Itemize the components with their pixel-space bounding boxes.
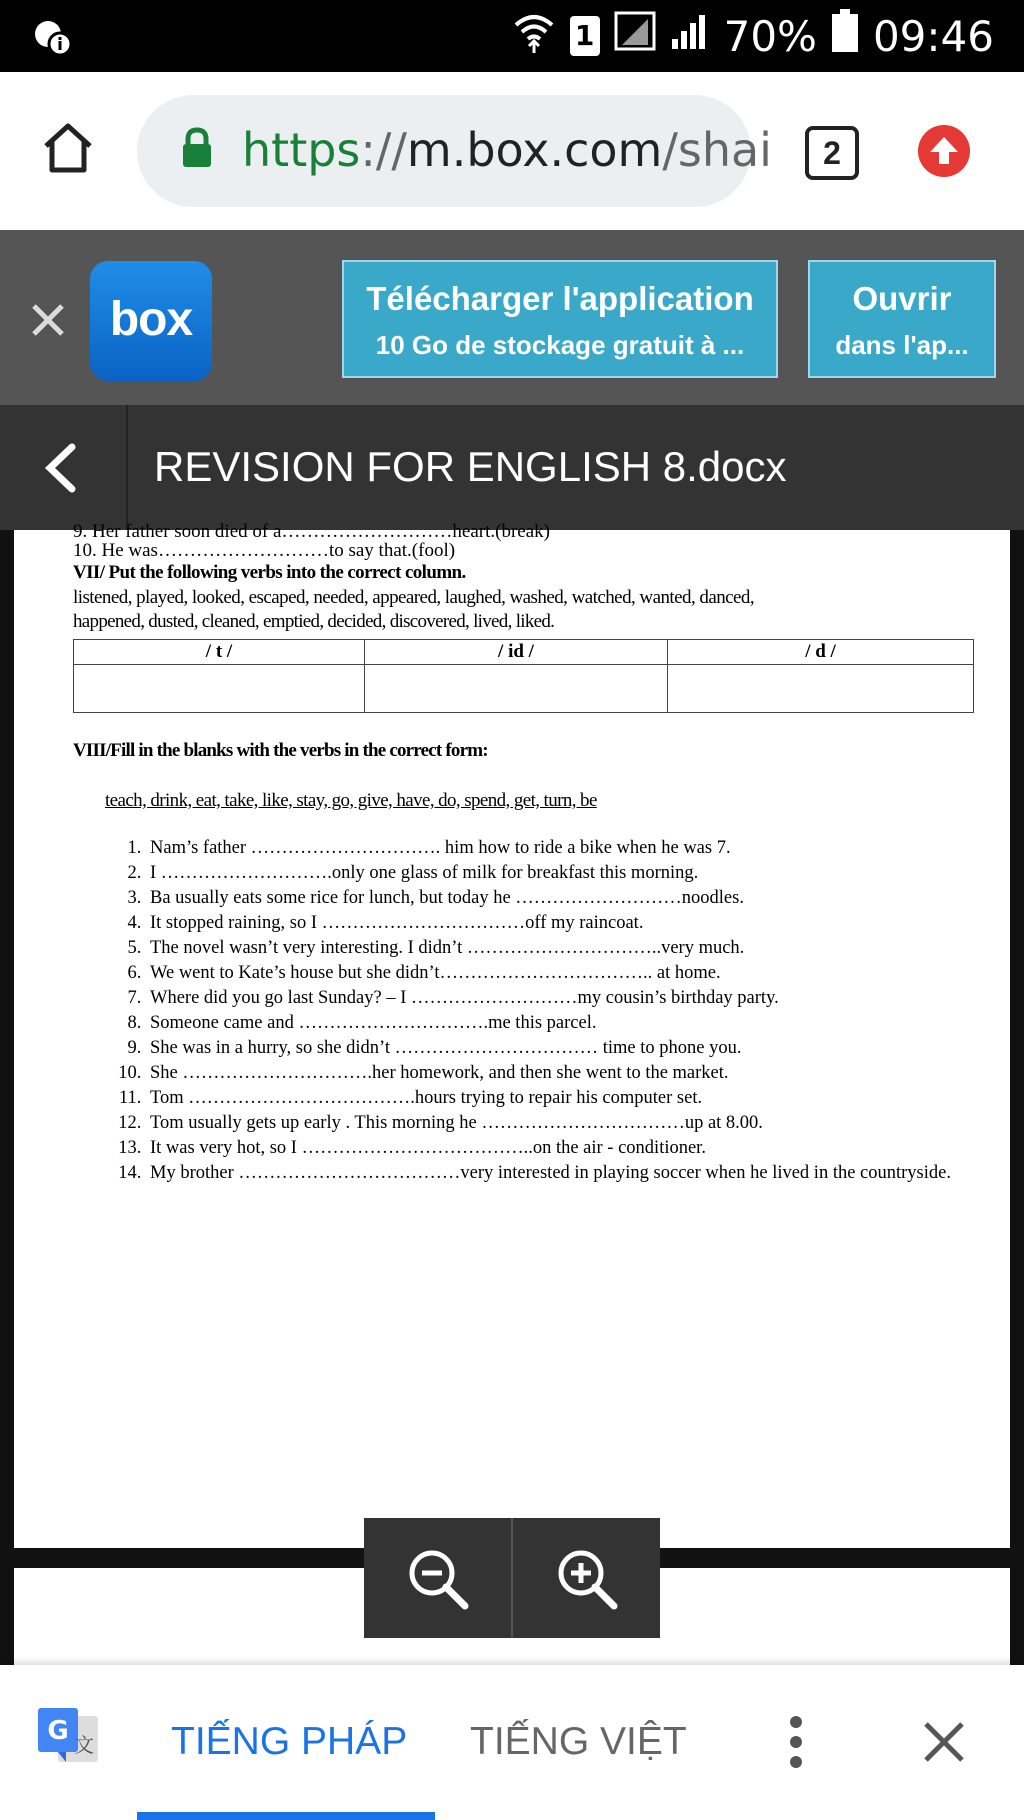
table-header-id: / id / bbox=[365, 640, 668, 665]
table-header-t: / t / bbox=[74, 640, 365, 665]
arrow-up-icon bbox=[918, 125, 970, 177]
tab-switcher-button[interactable]: 2 bbox=[805, 126, 859, 180]
list-item: 10. She ………………………….her homework, and then she went to the market. bbox=[146, 1061, 1006, 1086]
open-in-app-button[interactable] bbox=[808, 260, 996, 378]
table-cell bbox=[365, 665, 668, 713]
list-item: 11. Tom ……………………………….hours trying to repair his computer set. bbox=[146, 1086, 1006, 1111]
zoom-out-button[interactable] bbox=[364, 1518, 511, 1638]
back-icon[interactable] bbox=[40, 443, 84, 498]
list-item: 14. My brother ………………………………very interested in playing soccer when he lived in the countryside. bbox=[146, 1161, 1006, 1186]
section8-heading: VIII/Fill in the blanks with the verbs in the correct form: bbox=[73, 740, 488, 761]
close-promo-icon[interactable] bbox=[30, 302, 66, 343]
list-item: 4. It stopped raining, so I ……………………………off my raincoat. bbox=[146, 911, 1006, 936]
section8-word-list: teach, drink, eat, take, like, stay, go, give, have, do, spend, get, turn, be bbox=[105, 790, 597, 811]
table-header-d: / d / bbox=[668, 640, 974, 665]
list-item: 7. Where did you go last Sunday? – I ………………………my cousin’s birthday party. bbox=[146, 986, 1006, 1011]
document-page bbox=[14, 521, 1010, 1548]
google-translate-icon[interactable] bbox=[36, 1706, 100, 1770]
battery-icon bbox=[831, 9, 859, 63]
list-item: 8. Someone came and ………………………….me this parcel. bbox=[146, 1011, 1006, 1036]
svg-text:文: 文 bbox=[74, 1733, 94, 1757]
status-bar bbox=[0, 0, 1024, 72]
download-app-button[interactable] bbox=[342, 260, 778, 378]
table-cell bbox=[74, 665, 365, 713]
list-item: 13. It was very hot, so I ………………………………..on the air - conditioner. bbox=[146, 1136, 1006, 1161]
signal-icon bbox=[670, 11, 710, 61]
open-in-app-subtitle: dans l'ap... bbox=[835, 330, 969, 360]
list-item: 3. Ba usually eats some rice for lunch, but today he ………………………noodles. bbox=[146, 886, 1006, 911]
list-item: 9. She was in a hurry, so she didn’t …………………………… time to phone you. bbox=[146, 1036, 1006, 1061]
document-title-bar bbox=[0, 405, 1024, 530]
svg-text:G: G bbox=[47, 1716, 69, 1746]
box-logo: box bbox=[90, 261, 212, 381]
document-title: REVISION FOR ENGLISH 8.docx bbox=[154, 443, 787, 490]
clock: 09:46 bbox=[872, 11, 994, 61]
download-app-subtitle: 10 Go de stockage gratuit à ... bbox=[375, 330, 745, 360]
url-text: https://m.box.com/shai bbox=[242, 123, 772, 177]
section7-verbs-line2: happened, dusted, cleaned, emptied, decided, discovered, lived, liked. bbox=[73, 611, 555, 632]
url-bar[interactable] bbox=[137, 95, 772, 207]
download-app-title: Télécharger l'application bbox=[366, 280, 754, 317]
zoom-controls bbox=[364, 1518, 660, 1638]
zoom-out-icon bbox=[405, 1546, 471, 1612]
update-button[interactable] bbox=[918, 125, 970, 177]
notification-settings-icon bbox=[30, 14, 76, 63]
battery-percent: 70% bbox=[723, 11, 817, 61]
sim-icon: 1 bbox=[570, 16, 600, 56]
zoom-in-icon bbox=[554, 1546, 620, 1612]
doc-line-9: 9. Her father soon died of a………………………heart.(break) bbox=[73, 521, 550, 542]
open-in-app-title: Ouvrir bbox=[852, 280, 952, 317]
more-options-icon[interactable] bbox=[786, 1715, 806, 1774]
tab-source-language[interactable]: TIẾNG PHÁP bbox=[171, 1720, 408, 1763]
no-signal-icon bbox=[614, 11, 656, 61]
list-item: 2. I ……………………….only one glass of milk for breakfast this morning. bbox=[146, 861, 1006, 886]
section7-verbs-line1: listened, played, looked, escaped, needed, appeared, laughed, washed, watched, wanted, danced, bbox=[73, 587, 755, 608]
wifi-icon bbox=[512, 9, 556, 63]
tab-target-language[interactable]: TIẾNG VIỆT bbox=[470, 1720, 687, 1763]
section7-heading: VII/ Put the following verbs into the correct column. bbox=[73, 562, 466, 583]
close-translate-icon[interactable] bbox=[922, 1720, 966, 1769]
fill-in-list bbox=[118, 836, 1006, 1186]
list-item: 5. The novel wasn’t very interesting. I didn’t …………………………..very much. bbox=[146, 936, 1006, 961]
active-tab-indicator bbox=[137, 1812, 435, 1820]
list-item: 1. Nam’s father …………………………. him how to ride a bike when he was 7. bbox=[146, 836, 1006, 861]
list-item: 12. Tom usually gets up early . This morning he ……………………………up at 8.00. bbox=[146, 1111, 1006, 1136]
doc-line-10: 10. He was………………………to say that.(fool) bbox=[73, 540, 456, 561]
zoom-in-button[interactable] bbox=[513, 1518, 660, 1638]
verb-column-table bbox=[73, 639, 974, 713]
list-item: 6. We went to Kate’s house but she didn’t…………………………….. at home. bbox=[146, 961, 1006, 986]
lock-icon bbox=[181, 127, 213, 174]
table-cell bbox=[668, 665, 974, 713]
home-icon[interactable] bbox=[40, 120, 96, 181]
